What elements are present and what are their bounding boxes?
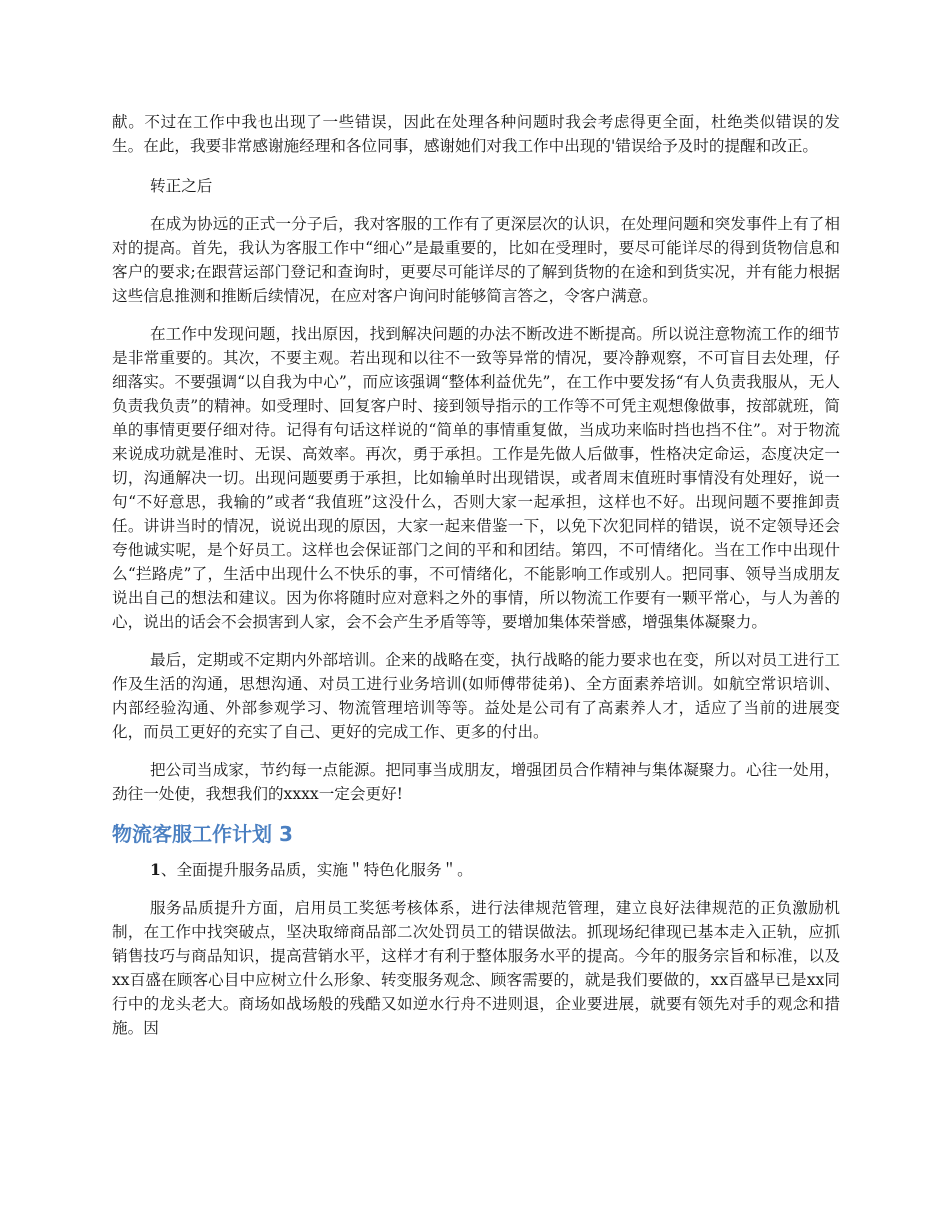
list-item-text: 、全面提升服务品质，实施＂特色化服务＂。 (160, 861, 473, 879)
list-item (112, 858, 840, 882)
paragraph: 把公司当成家，节约每一点能源。把同事当成朋友，增强团员合作精神与集体凝聚力。心往一处用，劲往一处使，我想我们的xxxx一定会更好! (112, 761, 840, 803)
section-title: 转正之后 (150, 177, 213, 195)
heading: 物流客服工作计划 3 (112, 822, 293, 846)
paragraph: 在成为协远的正式一分子后，我对客服的工作有了更深层次的认识，在处理问题和突发事件上有了相对的提高。首先，我认为客服工作中“细心”是最重要的，比如在受理时，要尽可能详尽的得到货物信息和客户的要求;在跟营运部门登记和查询时，更要尽可能详尽的了解到货物的在途和到货实况，并有能力根据这些信息推测和推断后续情况，在应对客户询问时能够简言答之，令客户满意。 (112, 215, 840, 305)
paragraph: 最后，定期或不定期内外部培训。企来的战略在变，执行战略的能力要求也在变，所以对员工进行工作及生活的沟通，思想沟通、对员工进行业务培训(如师傅带徒弟)、全方面素养培训。如航空常识培训、内部经验沟通、外部参观学习、物流管理培训等等。益处是公司有了高素养人才，适应了当前的进展变化，而员工更好的充实了自己、更好的完成工作、更多的付出。 (112, 651, 840, 741)
paragraph: 在工作中发现问题，找出原因，找到解决问题的办法不断改进不断提高。所以说注意物流工作的细节是非常重要的。其次，不要主观。若出现和以往不一致等异常的情况，要冷静观察，不可盲目去处理，仔细落实。不要强调“以自我为中心”，而应该强调“整体利益优先”，在工作中要发扬“有人负责我服从，无人负责我负责”的精神。如受理时、回复客户时、接到领导指示的工作等不可凭主观想像做事，按部就班，简单的事情更要仔细对待。记得有句话这样说的“简单的事情重复做，当成功来临时挡也挡不住”。对于物流来说成功就是准时、无误、高效率。再次，勇于承担。工作是先做人后做事，性格决定命运，态度决定一切，沟通解决一切。出现问题要勇于承担，比如输单时出现错误，或者周末值班时事情没有处理好，说一句“不好意思，我输的”或者“我值班”这没什么，否则大家一起承担，这样也不好。出现问题不要推卸责任。讲讲当时的情况，说说出现的原因，大家一起来借鉴一下，以免下次犯同样的错误，说不定领导还会夸他诚实呢，是个好员工。这样也会保证部门之间的平和和团结。第四，不可情绪化。当在工作中出现什么“拦路虎”了，生活中出现什么不快乐的事，不可情绪化，不能影响工作或别人。把同事、领导当成朋友说出自己的想法和建议。因为你将随时应对意料之外的事情，所以物流工作要有一颗平常心，与人为善的心，说出的话会不会损害到人家，会不会产生矛盾等等，要增加集体荣誉感，增强集体凝聚力。 (112, 325, 840, 631)
paragraph: 服务品质提升方面，启用员工奖惩考核体系，进行法律规范管理，建立良好法律规范的正负激励机制，在工作中找突破点，坚决取缔商品部二次处罚员工的错误做法。抓现场纪律现已基本走入正轨，应抓销售技巧与商品知识，提高营销水平，这样才有利于整体服务水平的提高。今年的服务宗旨和标准，以及xx百盛在顾客心目中应树立什么形象、转变服务观念、顾客需要的，就是我们要做的，xx百盛早已是xx同行中的龙头老大。商场如战场般的残酷又如逆水行舟不进则退，企业要进展，就要有领先对手的观念和措施。因 (112, 899, 840, 1037)
paragraph: 献。不过在工作中我也出现了一些错误，因此在处理各种问题时我会考虑得更全面，杜绝类似错误的发生。在此，我要非常感谢施经理和各位同事，感谢她们对我工作中出现的'错误给予及时的提醒和改正。 (112, 113, 840, 155)
list-item-number: 1 (150, 860, 161, 879)
document-body (112, 110, 840, 1054)
